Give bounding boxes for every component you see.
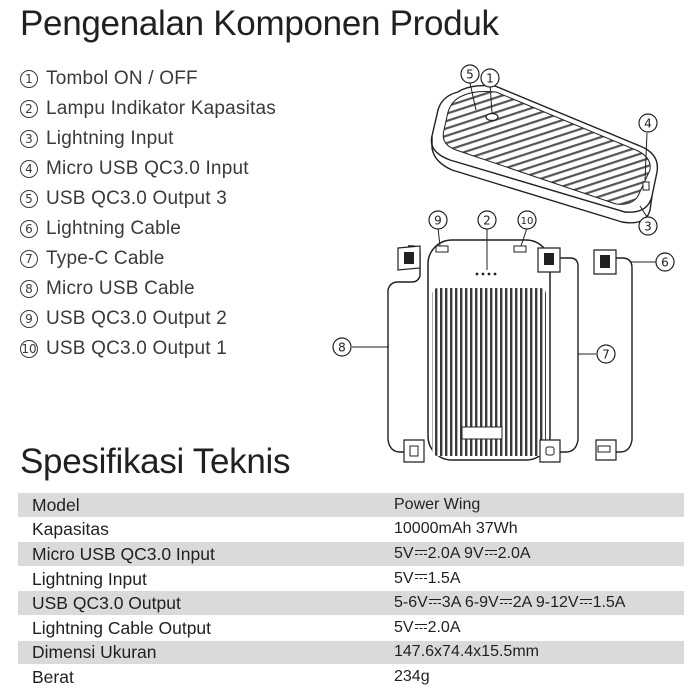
callout-2 bbox=[478, 211, 496, 229]
callout-label: 8 bbox=[338, 340, 346, 355]
component-label: Tombol ON / OFF bbox=[46, 68, 198, 89]
component-label: Lampu Indikator Kapasitas bbox=[46, 98, 276, 119]
spec-key: Lightning Input bbox=[18, 566, 380, 591]
specs-title: Spesifikasi Teknis bbox=[20, 442, 291, 481]
callout-8 bbox=[333, 338, 351, 356]
spec-value: 10000mAh 37Wh bbox=[380, 517, 684, 542]
spec-key: Model bbox=[18, 493, 380, 518]
spec-key: Micro USB QC3.0 Input bbox=[18, 542, 380, 567]
spec-value: 147.6x74.4x15.5mm bbox=[380, 640, 684, 665]
callout-label: 9 bbox=[434, 213, 442, 228]
callout-label: 2 bbox=[483, 213, 491, 228]
table-row bbox=[18, 615, 684, 640]
spec-key: Dimensi Ukuran bbox=[18, 640, 380, 665]
dc-symbol-icon bbox=[580, 599, 592, 607]
spec-value: 5V 1.5A bbox=[380, 566, 684, 591]
callout-label: 1 bbox=[486, 71, 494, 86]
component-label: USB QC3.0 Output 3 bbox=[46, 188, 228, 209]
spec-key: USB QC3.0 Output bbox=[18, 591, 380, 616]
component-label: Micro USB QC3.0 Input bbox=[46, 158, 249, 179]
powerbank-iso-view bbox=[431, 83, 657, 223]
callout-10 bbox=[518, 211, 536, 229]
component-number: 3 bbox=[20, 130, 38, 148]
callout-label: 7 bbox=[602, 347, 610, 362]
spec-key: Kapasitas bbox=[18, 517, 380, 542]
components-title: Pengenalan Komponen Produk bbox=[20, 4, 499, 43]
micro-usb-cable bbox=[388, 246, 424, 462]
dc-symbol-icon bbox=[429, 599, 441, 607]
table-row bbox=[18, 566, 684, 591]
callout-label: 6 bbox=[661, 255, 669, 270]
powerbank-front-view bbox=[428, 240, 550, 460]
table-row bbox=[18, 517, 684, 542]
component-number: 5 bbox=[20, 190, 38, 208]
spec-value: 5V 2.0A bbox=[380, 615, 684, 640]
component-number: 6 bbox=[20, 220, 38, 238]
table-row bbox=[18, 591, 684, 616]
component-number: 4 bbox=[20, 160, 38, 178]
table-row bbox=[18, 493, 684, 518]
table-row bbox=[18, 542, 684, 567]
spec-table bbox=[18, 492, 684, 689]
spec-value: Power Wing bbox=[380, 493, 684, 518]
component-number: 1 bbox=[20, 70, 38, 88]
component-label: Micro USB Cable bbox=[46, 278, 195, 299]
component-number: 2 bbox=[20, 100, 38, 118]
callout-4 bbox=[639, 114, 657, 132]
callout-9 bbox=[429, 211, 447, 229]
dc-symbol-icon bbox=[415, 624, 427, 632]
callout-label: 4 bbox=[644, 116, 652, 131]
spec-key: Lightning Cable Output bbox=[18, 615, 380, 640]
spec-key: Berat bbox=[18, 665, 380, 689]
component-label: USB QC3.0 Output 1 bbox=[46, 338, 228, 359]
callout-label: 3 bbox=[644, 219, 652, 234]
component-label: Type-C Cable bbox=[46, 248, 165, 269]
callout-7 bbox=[597, 345, 615, 363]
callout-3 bbox=[639, 217, 657, 235]
callout-6 bbox=[656, 253, 674, 271]
spec-value: 234g bbox=[380, 665, 684, 689]
component-label: Lightning Input bbox=[46, 128, 174, 149]
component-label: Lightning Cable bbox=[46, 218, 182, 239]
dc-symbol-icon bbox=[485, 550, 497, 558]
callout-label: 10 bbox=[520, 216, 534, 227]
table-row bbox=[18, 640, 684, 665]
callout-5 bbox=[461, 65, 479, 83]
callout-label: 5 bbox=[466, 67, 474, 82]
dc-symbol-icon bbox=[415, 574, 427, 582]
table-row bbox=[18, 665, 684, 689]
component-number: 9 bbox=[20, 310, 38, 328]
dc-symbol-icon bbox=[415, 550, 427, 558]
spec-value: 5V 2.0A 9V 2.0A bbox=[380, 542, 684, 567]
component-number: 7 bbox=[20, 250, 38, 268]
component-label: USB QC3.0 Output 2 bbox=[46, 308, 228, 329]
component-number: 8 bbox=[20, 280, 38, 298]
dc-symbol-icon bbox=[500, 599, 512, 607]
component-number: 10 bbox=[21, 342, 37, 356]
spec-value: 5-6V 3A 6-9V 2A 9-12V 1.5A bbox=[380, 591, 684, 616]
callout-1 bbox=[481, 69, 499, 87]
